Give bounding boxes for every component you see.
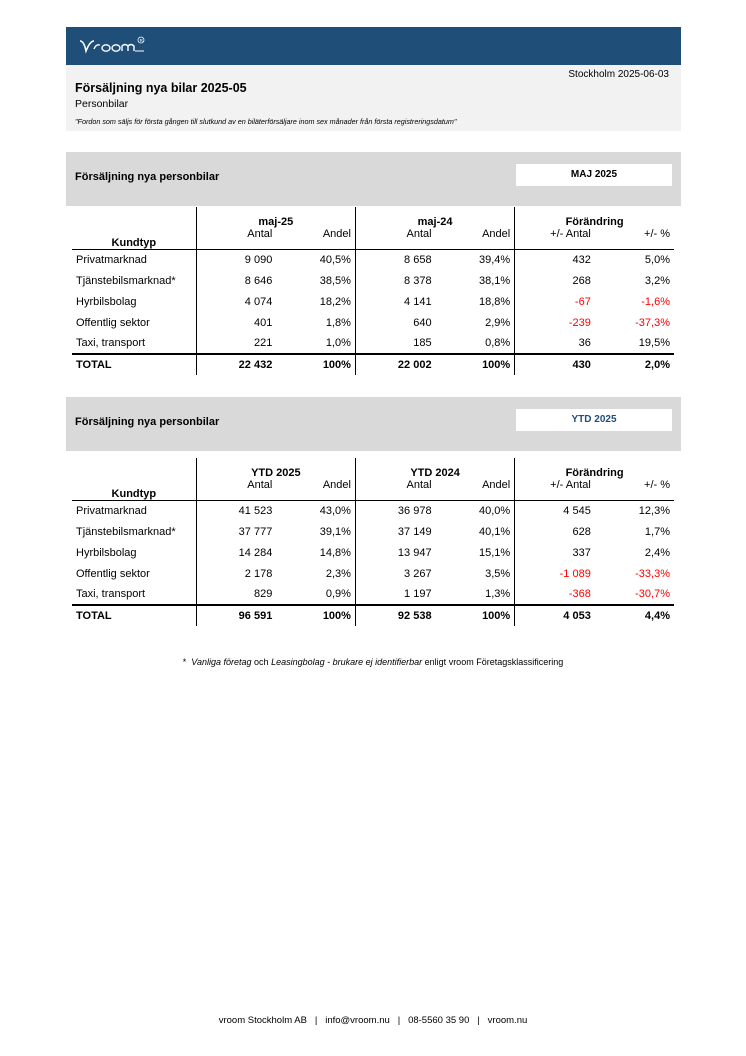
- cell-antal: 9 090: [196, 249, 276, 270]
- total-antal: 92 538: [355, 605, 435, 626]
- table-row: [72, 584, 674, 605]
- cell-diff: 432: [515, 249, 595, 270]
- total-andel: 100%: [276, 605, 355, 626]
- col-kundtyp: Kundtyp: [111, 487, 157, 500]
- cell-antal: 37 149: [355, 521, 435, 542]
- cell-antal: 829: [196, 584, 276, 605]
- total-andel: 100%: [276, 354, 355, 375]
- group-current: YTD 2025: [196, 458, 355, 479]
- total-label: TOTAL: [72, 354, 196, 375]
- report-subtitle: Personbilar: [75, 98, 129, 110]
- sub-andel: Andel: [322, 228, 351, 240]
- cell-diff: -239: [515, 312, 595, 333]
- group-previous: maj-24: [355, 207, 514, 228]
- cell-andel: 14,8%: [319, 546, 351, 559]
- cell-antal: 8 378: [355, 270, 435, 291]
- row-name: Taxi, transport: [76, 588, 146, 600]
- cell-andel: 38,5%: [319, 274, 351, 287]
- cell-diff: 628: [515, 521, 595, 542]
- sub-antal: Antal: [196, 479, 276, 500]
- table-row: [72, 521, 674, 542]
- cell-pct: 12,3%: [595, 500, 674, 521]
- cell-diff: -368: [515, 584, 595, 605]
- cell-antal: 14 284: [196, 542, 276, 563]
- total-pct: 2,0%: [595, 354, 674, 375]
- table-row: [72, 312, 674, 333]
- total-antal: 22 002: [355, 354, 435, 375]
- sub-diff: +/- Antal: [515, 479, 595, 500]
- cell-diff: -1 089: [515, 563, 595, 584]
- cell-antal: 221: [196, 333, 276, 354]
- table-row: [72, 333, 674, 354]
- cell-pct: 1,7%: [644, 525, 670, 538]
- cell-pct: -1,6%: [641, 295, 670, 308]
- total-label: TOTAL: [72, 605, 196, 626]
- total-antal: 96 591: [196, 605, 276, 626]
- total-antal: 22 432: [196, 354, 276, 375]
- cell-antal: 1 197: [355, 584, 435, 605]
- cell-antal: 3 267: [355, 563, 435, 584]
- cell-andel: 18,2%: [319, 295, 351, 308]
- section-bar-ytd: [66, 397, 681, 451]
- sub-andel: Andel: [482, 479, 511, 491]
- cell-pct: -30,7%: [635, 588, 670, 600]
- cell-antal: 4 141: [355, 291, 435, 312]
- cell-andel: 1,8%: [325, 316, 351, 329]
- cell-andel: 0,8%: [485, 337, 511, 349]
- row-name: Offentlig sektor: [76, 316, 150, 329]
- definition-note: "Fordon som säljs för första gången till slutkund av en biläterförsäljare inom sex månader från första registreringsdatum": [75, 117, 457, 126]
- sub-antal: Antal: [355, 479, 435, 500]
- cell-andel: 0,9%: [325, 588, 351, 600]
- cell-pct: -37,3%: [635, 316, 670, 329]
- cell-andel: 40,0%: [436, 500, 515, 521]
- group-previous: YTD 2024: [355, 458, 514, 479]
- cell-andel: 38,1%: [479, 274, 511, 287]
- cell-antal: 8 646: [196, 270, 276, 291]
- cell-pct: 5,0%: [595, 249, 674, 270]
- vroom-logo: [78, 33, 188, 57]
- section-bar-month: [66, 152, 681, 206]
- row-name: Tjänstebilsmarknad*: [76, 525, 176, 538]
- cell-antal: 185: [355, 333, 435, 354]
- table-row: [72, 291, 674, 312]
- total-diff: 430: [515, 354, 595, 375]
- section-label: Försäljning nya personbilar: [75, 171, 220, 183]
- month-table: [72, 207, 674, 375]
- table-row: [72, 563, 674, 584]
- cell-pct: 19,5%: [638, 337, 670, 349]
- cell-diff: 268: [515, 270, 595, 291]
- total-row: [72, 354, 674, 375]
- cell-diff: 337: [515, 542, 595, 563]
- cell-pct: 3,2%: [644, 274, 670, 287]
- cell-andel: 43,0%: [276, 500, 355, 521]
- group-current: maj-25: [196, 207, 355, 228]
- group-change: Förändring: [515, 207, 674, 228]
- cell-andel: 1,0%: [325, 337, 351, 349]
- cell-andel: 3,5%: [485, 567, 511, 580]
- cell-diff: -67: [515, 291, 595, 312]
- page-footer: vroom Stockholm AB | info@vroom.nu | 08-5560 35 90 | vroom.nu: [218, 1015, 528, 1026]
- row-name: Privatmarknad: [72, 249, 196, 270]
- cell-pct: 2,4%: [644, 546, 670, 559]
- cell-andel: 2,9%: [485, 316, 511, 329]
- sub-diff: +/- Antal: [515, 228, 595, 249]
- cell-antal: 36 978: [355, 500, 435, 521]
- row-name: Tjänstebilsmarknad*: [76, 274, 176, 287]
- total-pct: 4,4%: [595, 605, 674, 626]
- sub-antal: Antal: [355, 228, 435, 249]
- cell-andel: 15,1%: [479, 546, 511, 559]
- sub-andel: Andel: [322, 479, 351, 491]
- footnote-star: *: [182, 657, 187, 667]
- table-row: [72, 542, 674, 563]
- svg-text:R: R: [139, 37, 143, 43]
- cell-antal: 37 777: [196, 521, 276, 542]
- total-andel: 100%: [436, 605, 515, 626]
- cell-andel: 39,4%: [436, 249, 515, 270]
- report-date: Stockholm 2025-06-03: [568, 69, 669, 80]
- footnote: [0, 657, 746, 667]
- cell-antal: 4 074: [196, 291, 276, 312]
- cell-antal: 640: [355, 312, 435, 333]
- row-name: Hyrbilsbolag: [76, 295, 137, 308]
- sub-andel: Andel: [482, 228, 511, 240]
- cell-andel: 39,1%: [319, 525, 351, 538]
- row-name: Offentlig sektor: [76, 567, 150, 580]
- total-row: [72, 605, 674, 626]
- sub-pct: +/- %: [644, 228, 670, 240]
- cell-andel: 1,3%: [485, 588, 511, 600]
- section-label: Försäljning nya personbilar: [75, 416, 220, 428]
- cell-diff: 4 545: [515, 500, 595, 521]
- cell-andel: 18,8%: [479, 295, 511, 308]
- cell-andel: 40,5%: [276, 249, 355, 270]
- brand-banner: [66, 27, 681, 65]
- row-name: Taxi, transport: [76, 337, 146, 349]
- cell-antal: 41 523: [196, 500, 276, 521]
- cell-antal: 8 658: [355, 249, 435, 270]
- row-name: Privatmarknad: [72, 500, 196, 521]
- footnote-part2: Leasingbolag - brukare ej identifierbar: [271, 657, 423, 667]
- period-box: MAJ 2025: [516, 164, 672, 186]
- cell-andel: 40,1%: [479, 525, 511, 538]
- total-andel: 100%: [436, 354, 515, 375]
- cell-andel: 2,3%: [325, 567, 351, 580]
- cell-diff: 36: [515, 333, 595, 354]
- report-title: Försäljning nya bilar 2025-05: [75, 81, 247, 95]
- col-kundtyp: Kundtyp: [111, 236, 157, 249]
- report-header: [66, 65, 681, 131]
- sub-pct: +/- %: [644, 479, 670, 491]
- total-diff: 4 053: [515, 605, 595, 626]
- cell-antal: 13 947: [355, 542, 435, 563]
- table-row: [72, 500, 674, 521]
- cell-antal: 2 178: [196, 563, 276, 584]
- table-row: [72, 249, 674, 270]
- cell-pct: -33,3%: [635, 567, 670, 580]
- table-row: [72, 270, 674, 291]
- ytd-table: [72, 458, 674, 626]
- row-name: Hyrbilsbolag: [76, 546, 137, 559]
- sub-antal: Antal: [196, 228, 276, 249]
- footnote-and: och: [254, 657, 269, 667]
- group-change: Förändring: [515, 458, 674, 479]
- cell-antal: 401: [196, 312, 276, 333]
- footnote-rest: enligt vroom Företagsklassificering: [424, 657, 564, 667]
- period-box: YTD 2025: [516, 409, 672, 431]
- footnote-part1: Vanliga företag: [191, 657, 252, 667]
